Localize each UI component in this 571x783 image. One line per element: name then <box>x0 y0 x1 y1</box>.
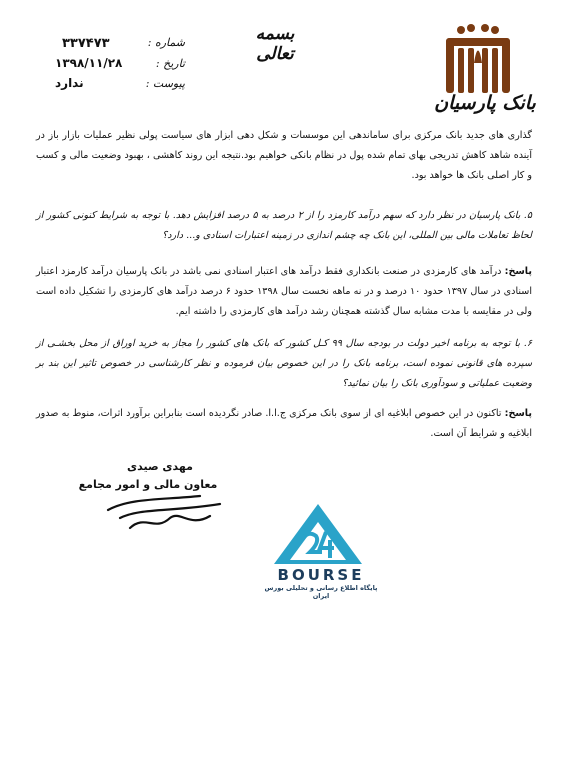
signatory-title: معاون مالی و امور مجامع <box>78 478 218 491</box>
bismillah-heading: بسمه تعالی <box>255 24 295 64</box>
meta-attachment-row <box>55 76 185 96</box>
answer-5 <box>36 262 532 322</box>
bourse-wordmark: BOURSE <box>277 566 365 584</box>
question-5: ۵. بانک پارسیان در نظر دارد که سهم درآمد کارمزد را از ۲ درصد به ۵ درصد افزایش دهد. با توجه به شرایط کنونی کشور از لحاظ تعاملات مالی بین المللی، این بانک چه چشم اندازی در زمینه اعتبارات اسنادی و... دارد؟ <box>36 210 532 241</box>
paragraph-intro: گذاری های جدید بانک مرکزی برای ساماندهی این موسسات و شکل دهی ابزار های سیاست پولی نظیر عملیات بازار باز در آینده شاهد کاهش تدریجی بهای تمام شده پول در نظام بانکی خواهیم بود.نتیجه این روند کاهشی ، بهبود وضعیت مالی و کسب و کار اصلی بانک ها خواهد بود. <box>36 130 532 181</box>
question-6: ۶. با توجه به برنامه اخیر دولت در بودجه سال ۹۹ کـل کشور که بانک های کشور را مجاز به خرید اوراق از محل بخشـی از سپرده های قانونی نموده است، برنامه بانک را در این خصوص بیان فرموده و نظر کارشناسی در خصوص تاثیر این بند بر وضعیت عملیاتی و سودآوری بانک را بیان نمائید؟ <box>36 338 532 389</box>
signatory-name: مهدی صیدی <box>127 460 193 473</box>
handwritten-signature-icon <box>100 488 230 536</box>
answer-5-label: پاسخ: <box>504 266 532 277</box>
attachment-value: ندارد <box>55 76 84 90</box>
meta-date-row <box>55 56 185 76</box>
answer-6-text: تاکنون در این خصوص ابلاغیه ای از سوی بانک مرکزی ج.ا.ا. صادر نگردیده است بنابراین برآورد اثرات، منوط به صدور ابلاغیه و شرایط آن است. <box>36 408 532 439</box>
number-label: شماره : <box>147 36 185 49</box>
bourse-subtitle: پایگاه اطلاع رسانی و تحلیلی بورس ایران <box>264 584 378 600</box>
answer-6-label: پاسخ: <box>504 408 532 419</box>
bank-name-logo-text: بانک پارسیان <box>434 92 536 114</box>
date-label: تاریخ : <box>155 57 185 70</box>
number-value: ۳۳۷۴۷۳ <box>62 36 110 51</box>
answer-5-text: درآمد های کارمزدی در صنعت بانکداری فقط درآمد های اعتبار اسنادی نمی باشد در بانک پارسیان درآمد کارمزد اعتبار اسنادی در سال ۱۳۹۷ حدود ۱۰ درصد و در نه ماهه نخست سال ۱۳۹۸ حدود ۶ درصد درآمد های کارمزدی را تشکیل داده است ولی در مقایسه با مدت مشابه سال گذشته همچنان رشد درآمد های کارمزدی را داشته ایم. <box>36 266 532 317</box>
answer-6 <box>36 404 532 444</box>
date-value: ۱۳۹۸/۱۱/۲۸ <box>55 56 123 70</box>
attachment-label: پیوست : <box>145 77 185 90</box>
